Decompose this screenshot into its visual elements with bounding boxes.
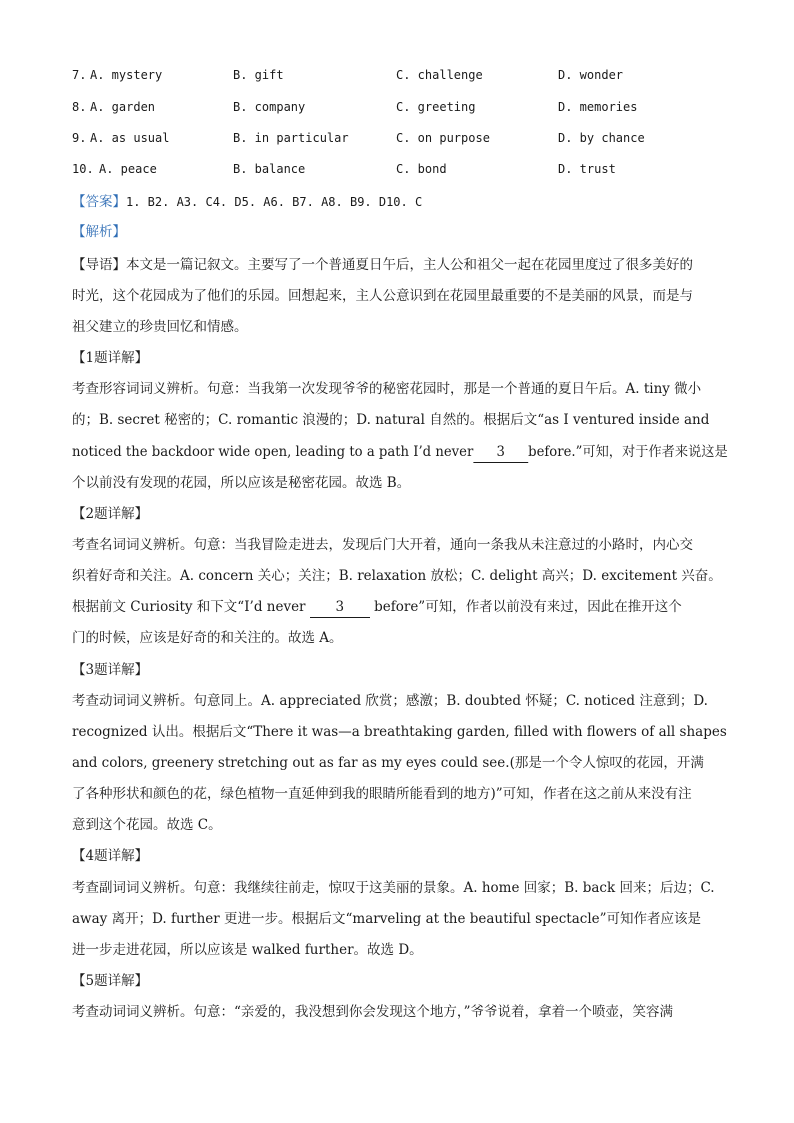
q2-heading: 【2题详解】 bbox=[72, 506, 149, 522]
option-b: B. balance bbox=[233, 162, 306, 176]
question-number: 9. bbox=[72, 131, 87, 145]
option-d: D. wonder bbox=[558, 68, 624, 82]
q3-line-4: 了各种形状和颜色的花，绿色植物一直延伸到我的眼睛所能看到的地方)”可知，作者在这之前从来没有注 bbox=[72, 786, 692, 802]
option-d: D. by chance bbox=[558, 131, 645, 145]
q4-line-3: 进一步走进花园，所以应该是 walked further。故选 D。 bbox=[72, 942, 423, 958]
intro-line-1 bbox=[72, 255, 724, 275]
q1-line-4: 个以前没有发现的花园，所以应该是秘密花园。故选 B。 bbox=[72, 475, 411, 491]
q4-line-2: away 离开；D. further 更进一步。根据后文“marveling at the beautiful spectacle”可知作者应该是 bbox=[72, 911, 702, 927]
intro-label: 【导语】 bbox=[72, 257, 126, 273]
q1-line-1: 考查形容词词义辨析。句意：当我第一次发现爷爷的秘密花园时，那是一个普通的夏日午后。A. tiny 微小 bbox=[72, 381, 702, 397]
q3-line-3: and colors, greenery stretching out as far as my eyes could see.(那是一个令人惊叹的花园，开满 bbox=[72, 755, 704, 771]
q2-line-3-post: before”可知，作者以前没有来过，因此在推开这个 bbox=[369, 599, 682, 615]
answer-line bbox=[72, 192, 724, 212]
option-d: D. trust bbox=[558, 162, 616, 176]
question-number: 8. bbox=[72, 100, 87, 114]
q1-line-3-post: before.”可知，对于作者来说这是 bbox=[528, 444, 728, 460]
intro-line-3: 祖父建立的珍贵回忆和情感。 bbox=[72, 319, 248, 335]
q2-line-3 bbox=[72, 597, 724, 618]
question-number: 7. bbox=[72, 68, 87, 82]
option-a: A. mystery bbox=[90, 68, 163, 82]
option-row-10 bbox=[72, 162, 772, 182]
option-c: C. challenge bbox=[396, 68, 483, 82]
q3-line-5: 意到这个花园。故选 C。 bbox=[72, 817, 222, 833]
q1-heading: 【1题详解】 bbox=[72, 350, 149, 366]
option-row-7 bbox=[72, 68, 772, 88]
analysis-label: 【解析】 bbox=[72, 224, 126, 240]
q5-heading: 【5题详解】 bbox=[72, 973, 149, 989]
option-b: B. gift bbox=[233, 68, 284, 82]
option-row-9 bbox=[72, 131, 772, 151]
option-b: B. company bbox=[233, 100, 306, 114]
q5-line-1: 考查动词词义辨析。句意：“亲爱的，我没想到你会发现这个地方，”爷爷说着，拿着一个喷壶，笑容满 bbox=[72, 1004, 674, 1020]
option-a: A. garden bbox=[90, 100, 156, 114]
option-row-8 bbox=[72, 100, 772, 120]
q3-line-1: 考查动词词义辨析。句意同上。A. appreciated 欣赏；感激；B. doubted 怀疑；C. noticed 注意到；D. bbox=[72, 693, 708, 709]
q1-line-3 bbox=[72, 442, 728, 463]
q4-line-1: 考查副词词义辨析。句意：我继续往前走，惊叹于这美丽的景象。A. home 回家；B. back 回来；后边；C. bbox=[72, 880, 715, 896]
option-a: A. as usual bbox=[90, 131, 170, 145]
q3-line-2: recognized 认出。根据后文“There it was—a breathtaking garden, filled with flowers of all shapes bbox=[72, 724, 727, 740]
option-a: A. peace bbox=[99, 162, 157, 176]
q2-line-1: 考查名词词义辨析。句意：当我冒险走进去，发现后门大开着，通向一条我从未注意过的小路时，内心交 bbox=[72, 537, 693, 553]
option-c: C. greeting bbox=[396, 100, 476, 114]
answer-text: 1. B2. A3. C4. D5. A6. B7. A8. B9. D10. C bbox=[126, 195, 423, 209]
q4-heading: 【4题详解】 bbox=[72, 848, 149, 864]
q2-line-4: 门的时候，应该是好奇的和关注的。故选 A。 bbox=[72, 630, 343, 646]
q3-heading: 【3题详解】 bbox=[72, 662, 149, 678]
option-d: D. memories bbox=[558, 100, 638, 114]
q2-line-2: 织着好奇和关注。A. concern 关心；关注；B. relaxation 放松；C. delight 高兴；D. excitement 兴奋。 bbox=[72, 568, 722, 584]
option-b: B. in particular bbox=[233, 131, 349, 145]
intro-line-2: 时光，这个花园成为了他们的乐园。回想起来，主人公意识到在花园里最重要的不是美丽的风景，而是与 bbox=[72, 288, 693, 304]
q1-line-2: 的；B. secret 秘密的；C. romantic 浪漫的；D. natural 自然的。根据后文“as I ventured inside and bbox=[72, 412, 710, 428]
option-c: C. bond bbox=[396, 162, 447, 176]
answer-label: 【答案】 bbox=[72, 194, 126, 210]
q1-line-3-pre: noticed the backdoor wide open, leading to a path I’d never bbox=[72, 444, 474, 460]
q1-blank: 3 bbox=[473, 442, 528, 463]
q2-blank: 3 bbox=[310, 597, 370, 618]
option-c: C. on purpose bbox=[396, 131, 490, 145]
q2-line-3-pre: 根据前文 Curiosity 和下文“I’d never bbox=[72, 599, 310, 615]
question-number: 10. bbox=[72, 162, 94, 176]
intro-text-1: 本文是一篇记叙文。主要写了一个普通夏日午后，主人公和祖父一起在花园里度过了很多美好的 bbox=[126, 257, 693, 273]
